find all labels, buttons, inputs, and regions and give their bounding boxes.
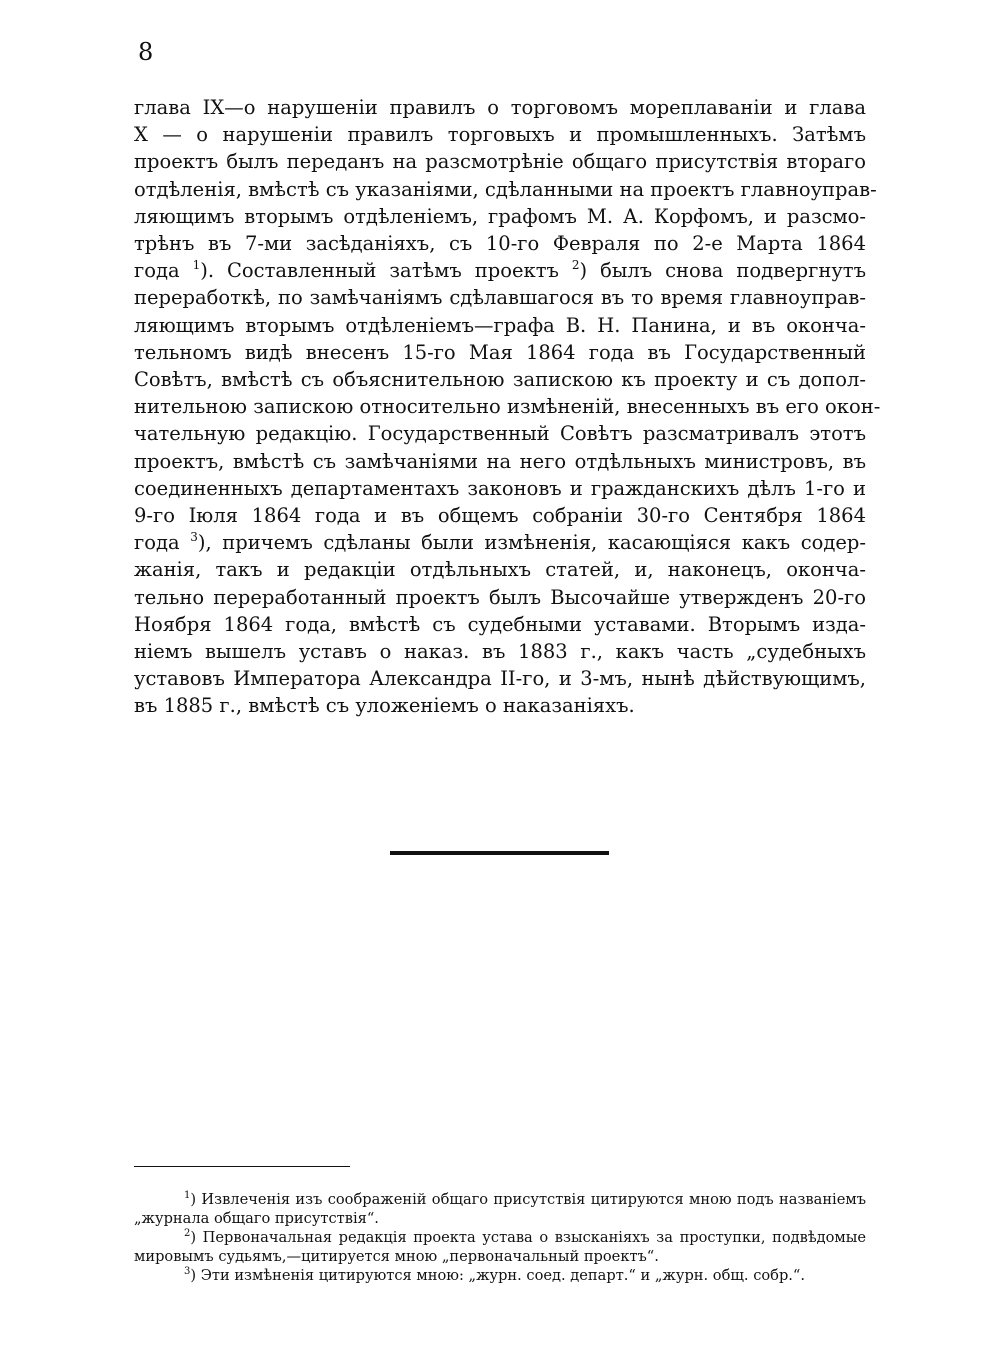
text-line: Совѣтъ, вмѣстѣ съ объяснительною запискою къ проекту и съ допол- <box>134 368 866 392</box>
footnote-1-continuation: „журнала общаго присутствія“. <box>134 1210 379 1227</box>
footnotes <box>134 1190 866 1285</box>
text-line: Ноября 1864 года, вмѣстѣ съ судебными уставами. Вторымъ изда- <box>134 612 866 636</box>
text-line: 9-го Іюля 1864 года и въ общемъ собраніи 30-го Сентября 1864 <box>134 504 866 528</box>
section-separator-rule <box>390 851 609 855</box>
footnote-text: ) Первоначальная редакція проекта устава о взысканіяхъ за проступки, подвѣдомые <box>190 1229 866 1246</box>
text-line <box>134 257 866 284</box>
text-line <box>134 529 866 556</box>
main-text <box>134 94 881 720</box>
text-line: проектъ, вмѣстѣ съ замѣчаніями на него отдѣльныхъ министровъ, въ <box>134 449 866 473</box>
text-line: X — о нарушеніи правилъ торговыхъ и промышленныхъ. Затѣмъ <box>134 123 866 147</box>
text-line: ляющимъ вторымъ отдѣленіемъ, графомъ М. А. Корфомъ, и разсмо- <box>134 204 866 228</box>
text-line: трѣнъ въ 7-ми засѣданіяхъ, съ 10-го Февраля по 2-е Марта 1864 <box>134 232 866 256</box>
text-line: ляющимъ вторымъ отдѣленіемъ—графа В. Н. Панина, и въ оконча- <box>134 313 866 337</box>
text-segment: ). Составленный затѣмъ проектъ <box>200 259 572 283</box>
footnote-2-continuation: мировымъ судьямъ,—цитируется мною „первоначальный проектъ“. <box>134 1248 659 1265</box>
text-line: тельномъ видѣ внесенъ 15-го Мая 1864 года въ Государственный <box>134 340 866 364</box>
footnote-ref-2: 2 <box>571 258 580 273</box>
text-line: чательную редакцію. Государственный Совѣтъ разсматривалъ этотъ <box>134 422 866 446</box>
text-line: отдѣленія, вмѣстѣ съ указаніями, сдѣланными на проектъ главноуправ- <box>134 177 877 201</box>
text-line: проектъ былъ переданъ на разсмотрѣніе общаго присутствія втораго <box>134 150 866 174</box>
footnote-ref-1: 1 <box>192 258 201 273</box>
footnote-2 <box>134 1228 866 1247</box>
text-line: жанія, такъ и редакціи отдѣльныхъ статей, и, наконецъ, оконча- <box>134 558 866 582</box>
text-line: соединенныхъ департаментахъ законовъ и гражданскихъ дѣлъ 1-го и <box>134 476 866 500</box>
footnote-1 <box>134 1190 866 1209</box>
footnote-ref-3: 3 <box>190 530 198 545</box>
footnote-mark: 2 <box>184 1228 191 1239</box>
text-segment: года <box>134 531 191 555</box>
footnote-text: ) Извлеченія изъ соображеній общаго присутствія цитируются мною подъ названіемъ <box>190 1191 866 1208</box>
page-number: 8 <box>138 38 154 66</box>
text-segment: года <box>134 259 193 283</box>
text-line: ніемъ вышелъ уставъ о наказ. въ 1883 г., какъ часть „судебныхъ <box>134 640 866 664</box>
footnote-3 <box>134 1266 866 1285</box>
footnote-text: ) Эти измѣненія цитируются мною: „журн. соед. департ.“ и „журн. общ. собр.“. <box>190 1267 806 1284</box>
text-line: глава IX—о нарушеніи правилъ о торговомъ мореплаваніи и глава <box>134 96 866 119</box>
footnote-mark: 1 <box>184 1190 191 1201</box>
footnote-mark: 3 <box>184 1266 191 1277</box>
text-segment: ) былъ снова подвергнутъ <box>579 259 866 283</box>
text-segment: ), причемъ сдѣланы были измѣненія, касающіяся какъ содер- <box>197 531 866 555</box>
footnote-rule <box>134 1166 350 1167</box>
text-line: тельно переработанный проектъ былъ Высочайше утвержденъ 20-го <box>134 585 866 609</box>
text-line: переработкѣ, по замѣчаніямъ сдѣлавшагося въ то время главноуправ- <box>134 286 866 310</box>
text-line: уставовъ Императора Александра II-го, и 3-мъ, нынѣ дѣйствующимъ, <box>134 667 866 691</box>
text-line: нительною запискою относительно измѣненій, внесенныхъ въ его окон- <box>134 395 881 419</box>
text-line: въ 1885 г., вмѣстѣ съ уложеніемъ о наказаніяхъ. <box>134 694 635 718</box>
